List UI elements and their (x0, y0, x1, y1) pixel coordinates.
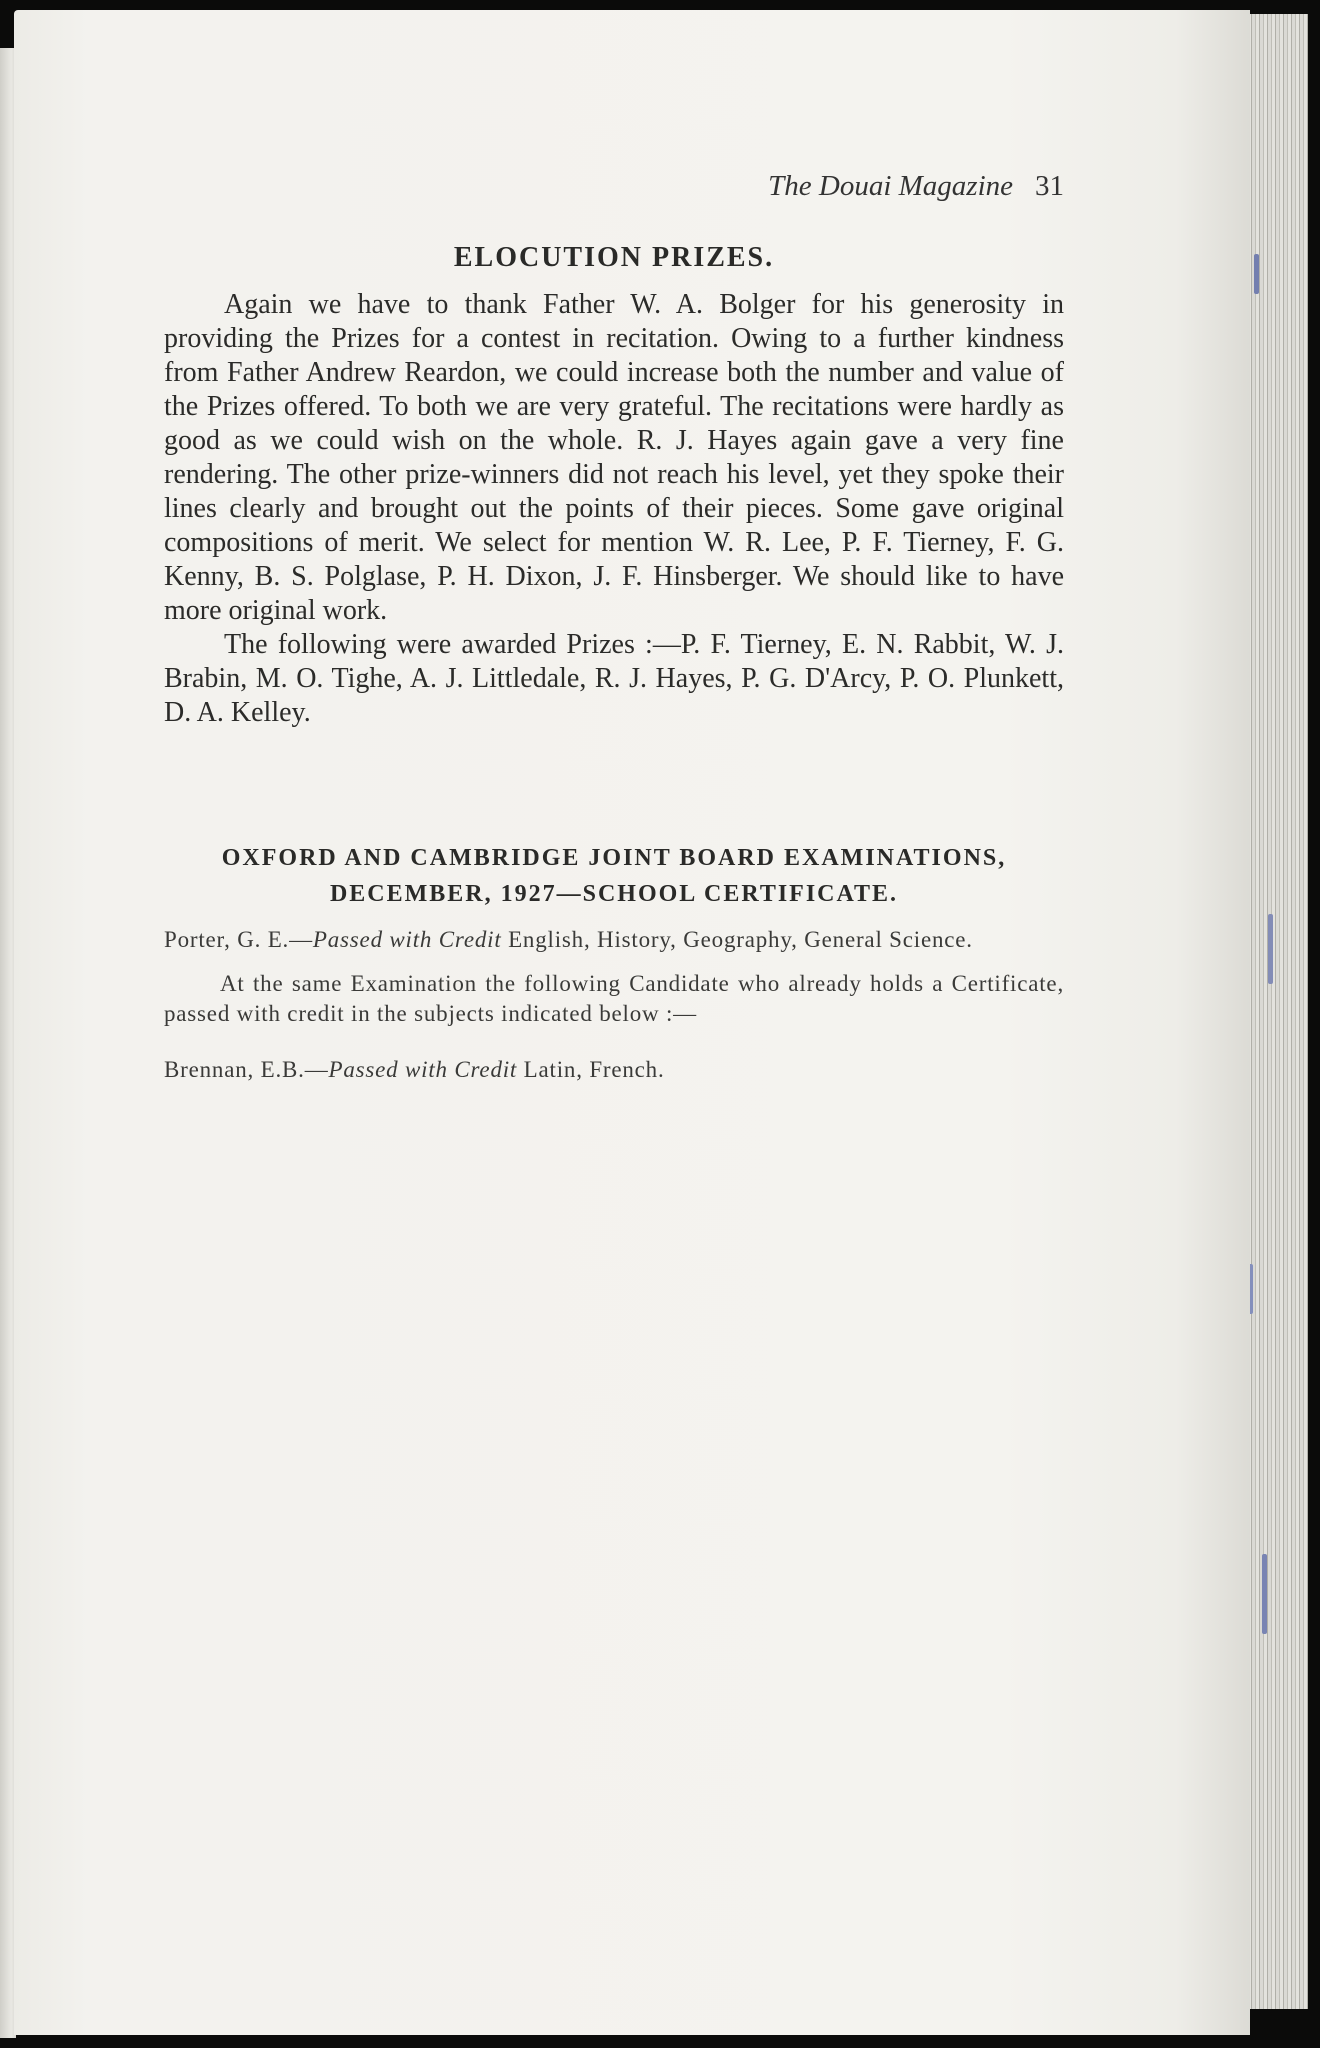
edge-stain (1254, 254, 1259, 294)
elocution-prizes-heading: ELOCUTION PRIZES. (453, 242, 775, 273)
elocution-paragraph-1: Again we have to thank Father W. A. Bolger for his generosity in providing the Prizes for a contest in recitation. Owing to a further kindness from Father Andrew Reardon, we could increase both the number and value of the Prizes offered. To both we are very grateful. The recitations were hardly as good as we could wish on the whole. R. J. Hayes again gave a very fine rendering. The other prize-winners did not reach his level, yet they spoke their lines clearly and brought out the points of their pieces. Some gave original compositions of merit. We select for mention W. R. Lee, P. F. Tierney, F. G. Kenny, B. S. Polglase, P. H. Dixon, J. F. Hinsberger. We should like to have more original work. (164, 289, 1064, 626)
candidate-name: Brennan, E.B.— (164, 1057, 329, 1082)
edge-stain (1262, 1554, 1267, 1634)
page-number: 31 (1035, 170, 1064, 202)
candidate-status: Passed with Credit (328, 1057, 518, 1082)
candidate-entry-porter (164, 925, 1064, 955)
elocution-body (164, 288, 1064, 730)
magazine-title: The Douai Magazine (768, 170, 1013, 202)
candidate-name: Porter, G. E.— (164, 927, 313, 952)
edge-stain (1268, 914, 1273, 984)
elocution-paragraph-2: The following were awarded Prizes :—P. F. Tierney, E. N. Rabbit, W. J. Brabin, M. O. Tighe, A. J. Littledale, R. J. Hayes, P. G. D'Arcy, P. O. Plunkett, D. A. Kelley. (164, 629, 1064, 728)
magazine-page (14, 10, 1250, 2035)
examinations-heading (164, 840, 1064, 912)
candidate-status: Passed with Credit (312, 927, 502, 952)
candidate-entry-brennan (164, 1055, 1064, 1085)
candidate-subjects: Latin, French. (517, 1057, 665, 1082)
running-head (768, 170, 1064, 203)
examinations-heading-line-1: OXFORD AND CAMBRIDGE JOINT BOARD EXAMINATIONS, (221, 845, 1007, 871)
examinations-body (164, 925, 1064, 1099)
examinations-note: At the same Examination the following Candidate who already holds a Certificate, passed with credit in the subjects indicated below :— (164, 971, 1064, 1026)
examinations-heading-line-2: DECEMBER, 1927—SCHOOL CERTIFICATE. (329, 881, 899, 907)
candidate-subjects: English, History, Geography, General Science. (501, 927, 973, 952)
